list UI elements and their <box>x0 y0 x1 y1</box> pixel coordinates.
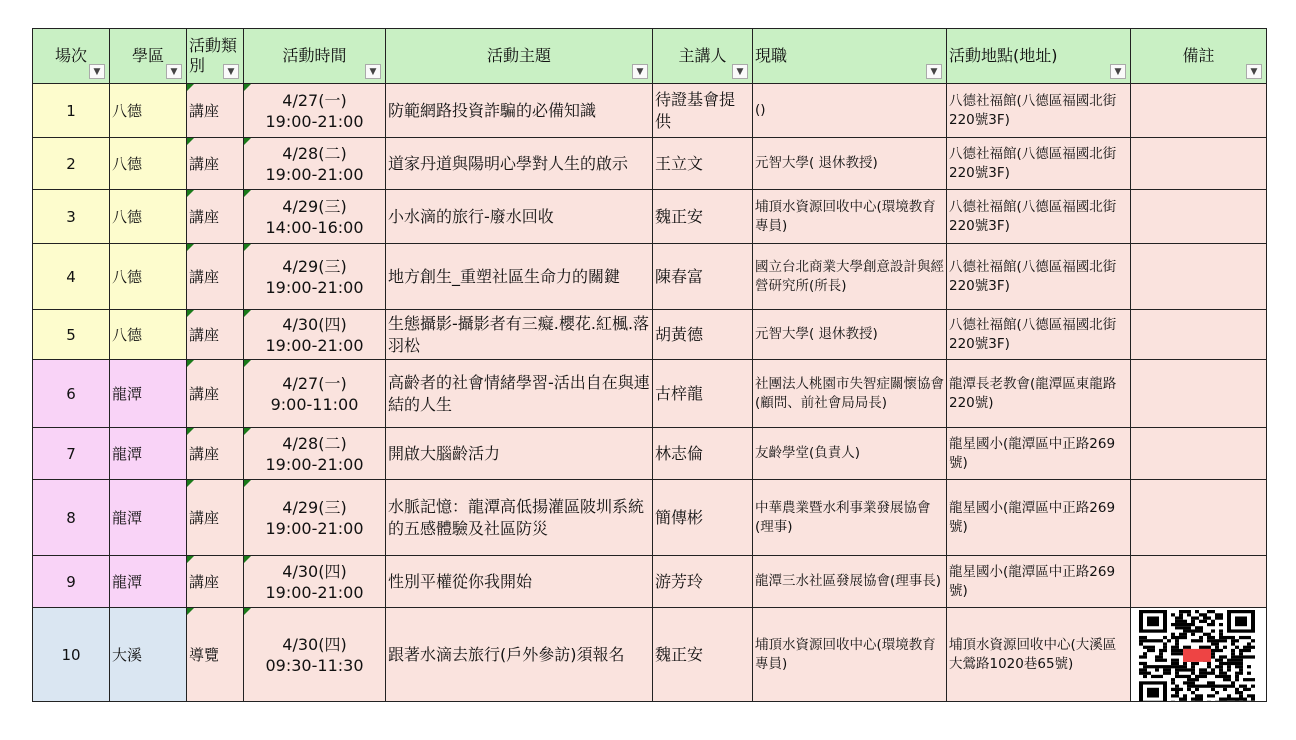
district-text: 龍潭 <box>112 508 143 527</box>
cell-topic[interactable] <box>386 556 653 608</box>
time-date: 4/27(一) <box>282 90 347 110</box>
cell-position[interactable] <box>753 556 947 608</box>
cell-note[interactable] <box>1131 190 1267 244</box>
filter-dropdown-icon[interactable]: ▼ <box>223 64 239 79</box>
cell-position[interactable] <box>753 138 947 190</box>
topic-text: 地方創生_重塑社區生命力的關鍵 <box>388 266 621 286</box>
cell-topic[interactable] <box>386 480 653 556</box>
cell-no[interactable] <box>33 190 110 244</box>
position-text: 埔頂水資源回收中心(環境教育專員) <box>755 636 936 672</box>
time-date: 4/29(三) <box>282 497 347 517</box>
time-date: 4/29(三) <box>282 196 347 216</box>
cell-time[interactable] <box>244 608 386 702</box>
cell-district[interactable] <box>110 138 187 190</box>
table-row <box>33 480 1267 556</box>
cell-time[interactable] <box>244 138 386 190</box>
cell-position[interactable] <box>753 244 947 310</box>
header-district[interactable] <box>110 29 187 84</box>
topic-text: 開啟大腦齡活力 <box>388 443 501 463</box>
time-date: 4/30(四) <box>282 634 347 654</box>
cell-type[interactable] <box>187 480 244 556</box>
type-text: 講座 <box>189 154 220 173</box>
speaker-text: 魏正安 <box>655 206 704 226</box>
time-date: 4/30(四) <box>282 561 347 581</box>
speaker-text: 林志倫 <box>655 443 704 463</box>
table-row <box>33 190 1267 244</box>
cell-time[interactable] <box>244 428 386 480</box>
activity-table <box>32 28 1267 702</box>
filter-dropdown-icon[interactable]: ▼ <box>1110 64 1126 79</box>
topic-text: 防範網路投資詐騙的必備知識 <box>388 100 597 120</box>
cell-no[interactable] <box>33 310 110 360</box>
cell-speaker[interactable] <box>653 428 753 480</box>
time-hours: 19:00-21:00 <box>265 111 364 131</box>
cell-type[interactable] <box>187 190 244 244</box>
topic-text: 性別平權從你我開始 <box>388 571 533 591</box>
position-text: 社團法人桃園市失智症關懷協會(顧問、前社會局局長) <box>755 375 944 411</box>
time-date: 4/30(四) <box>282 314 347 334</box>
no-text: 9 <box>66 572 76 591</box>
header-topic-label: 活動主題 <box>486 46 551 65</box>
table-row <box>33 138 1267 190</box>
topic-text: 高齡者的社會情緒學習-活出自在與連結的人生 <box>388 372 650 414</box>
location-text: 八德社福館(八德區福國北街220號3F) <box>949 258 1117 294</box>
location-text: 埔頂水資源回收中心(大溪區大鶯路1020巷65號) <box>949 636 1117 672</box>
cell-no[interactable] <box>33 360 110 428</box>
location-text: 龍星國小(龍潭區中正路269號) <box>949 563 1116 599</box>
cell-location[interactable] <box>947 480 1131 556</box>
cell-no[interactable] <box>33 556 110 608</box>
district-text: 龍潭 <box>112 444 143 463</box>
cell-no[interactable] <box>33 480 110 556</box>
header-type[interactable] <box>187 29 244 84</box>
cell-position[interactable] <box>753 428 947 480</box>
cell-position[interactable] <box>753 190 947 244</box>
cell-district[interactable] <box>110 190 187 244</box>
cell-location[interactable] <box>947 428 1131 480</box>
header-no-label: 場次 <box>54 46 87 65</box>
type-text: 講座 <box>189 508 220 527</box>
table-row <box>33 428 1267 480</box>
speaker-text: 王立文 <box>655 153 704 173</box>
cell-no[interactable] <box>33 428 110 480</box>
filter-dropdown-icon[interactable]: ▼ <box>1246 64 1262 79</box>
table-row <box>33 84 1267 138</box>
location-text: 八德社福館(八德區福國北街220號3F) <box>949 145 1117 181</box>
filter-dropdown-icon[interactable]: ▼ <box>632 64 648 79</box>
location-text: 龍星國小(龍潭區中正路269號) <box>949 499 1116 535</box>
cell-type[interactable] <box>187 310 244 360</box>
time-date: 4/28(二) <box>282 143 347 163</box>
header-no[interactable] <box>33 29 110 84</box>
cell-no[interactable] <box>33 608 110 702</box>
no-text: 1 <box>66 101 76 120</box>
time-hours: 19:00-21:00 <box>265 582 364 602</box>
district-text: 大溪 <box>112 645 143 664</box>
cell-location[interactable] <box>947 84 1131 138</box>
header-note[interactable] <box>1131 29 1267 84</box>
cell-note[interactable] <box>1131 428 1267 480</box>
cell-speaker[interactable] <box>653 310 753 360</box>
district-text: 八德 <box>112 267 143 286</box>
cell-topic[interactable] <box>386 84 653 138</box>
time-hours: 19:00-21:00 <box>265 164 364 184</box>
speaker-text: 待證基會提供 <box>655 89 736 131</box>
header-topic[interactable] <box>386 29 653 84</box>
cell-type[interactable] <box>187 244 244 310</box>
topic-text: 水脈記憶：龍潭高低揚灌區陂圳系統的五感體驗及社區防災 <box>388 496 645 538</box>
no-text: 8 <box>66 508 76 527</box>
cell-topic[interactable] <box>386 138 653 190</box>
position-text: 埔頂水資源回收中心(環境教育專員) <box>755 198 936 234</box>
cell-topic[interactable] <box>386 428 653 480</box>
cell-note[interactable] <box>1131 84 1267 138</box>
cell-topic[interactable] <box>386 244 653 310</box>
cell-no[interactable] <box>33 84 110 138</box>
time-hours: 09:30-11:30 <box>265 655 364 675</box>
cell-speaker[interactable] <box>653 360 753 428</box>
type-text: 講座 <box>189 267 220 286</box>
header-district-label: 學區 <box>131 46 164 65</box>
cell-district[interactable] <box>110 428 187 480</box>
type-text: 講座 <box>189 101 220 120</box>
time-date: 4/29(三) <box>282 256 347 276</box>
cell-type[interactable] <box>187 138 244 190</box>
cell-position[interactable] <box>753 480 947 556</box>
cell-time[interactable] <box>244 84 386 138</box>
cell-district[interactable] <box>110 360 187 428</box>
cell-note[interactable] <box>1131 310 1267 360</box>
cell-type[interactable] <box>187 556 244 608</box>
type-text: 講座 <box>189 444 220 463</box>
cell-topic[interactable] <box>386 608 653 702</box>
cell-time[interactable] <box>244 244 386 310</box>
cell-location[interactable] <box>947 310 1131 360</box>
no-text: 3 <box>66 207 76 226</box>
filter-dropdown-icon[interactable]: ▼ <box>89 64 105 79</box>
type-text: 導覽 <box>189 645 220 664</box>
district-text: 龍潭 <box>112 384 143 403</box>
header-speaker[interactable] <box>653 29 753 84</box>
filter-dropdown-icon[interactable]: ▼ <box>166 64 182 79</box>
cell-location[interactable] <box>947 556 1131 608</box>
time-hours: 19:00-21:00 <box>265 277 364 297</box>
header-note-label: 備註 <box>1182 46 1215 65</box>
header-type-label: 活動類別 <box>189 36 238 75</box>
cell-location[interactable] <box>947 244 1131 310</box>
table-row <box>33 244 1267 310</box>
time-hours: 9:00-11:00 <box>270 394 359 414</box>
cell-no[interactable] <box>33 138 110 190</box>
header-position-label: 現職 <box>755 46 788 65</box>
cell-no[interactable] <box>33 244 110 310</box>
no-text: 2 <box>66 154 76 173</box>
cell-speaker[interactable] <box>653 480 753 556</box>
cell-topic[interactable] <box>386 190 653 244</box>
speaker-text: 胡黃德 <box>655 324 704 344</box>
time-date: 4/27(一) <box>282 373 347 393</box>
position-text: 元智大學( 退休教授) <box>755 155 878 171</box>
position-text: 元智大學( 退休教授) <box>755 326 878 342</box>
cell-type[interactable] <box>187 608 244 702</box>
cell-type[interactable] <box>187 360 244 428</box>
cell-district[interactable] <box>110 310 187 360</box>
speaker-text: 游芳玲 <box>655 571 704 591</box>
filter-dropdown-icon[interactable]: ▼ <box>732 64 748 79</box>
no-text: 10 <box>61 645 81 664</box>
cell-note[interactable] <box>1131 556 1267 608</box>
table-row <box>33 608 1267 702</box>
filter-dropdown-icon[interactable]: ▼ <box>365 64 381 79</box>
header-time-label: 活動時間 <box>282 46 347 65</box>
type-text: 講座 <box>189 384 220 403</box>
position-text: 國立台北商業大學創意設計與經營研究所(所長) <box>755 258 944 294</box>
cell-note[interactable] <box>1131 138 1267 190</box>
cell-speaker[interactable] <box>653 556 753 608</box>
table-row <box>33 360 1267 428</box>
cell-location[interactable] <box>947 190 1131 244</box>
speaker-text: 古梓龍 <box>655 383 704 403</box>
type-text: 講座 <box>189 572 220 591</box>
cell-district[interactable] <box>110 556 187 608</box>
cell-time[interactable] <box>244 360 386 428</box>
location-text: 八德社福館(八德區福國北街220號3F) <box>949 92 1117 128</box>
topic-text: 生態攝影-攝影者有三癡.櫻花.紅楓.落羽松 <box>388 313 650 355</box>
cell-note[interactable] <box>1131 608 1267 702</box>
cell-note[interactable] <box>1131 360 1267 428</box>
location-text: 龍潭長老教會(龍潭區東龍路220號) <box>949 375 1117 411</box>
time-date: 4/28(二) <box>282 433 347 453</box>
district-text: 八德 <box>112 207 143 226</box>
table-row <box>33 310 1267 360</box>
header-location[interactable] <box>947 29 1131 84</box>
cell-district[interactable] <box>110 480 187 556</box>
header-time[interactable] <box>244 29 386 84</box>
cell-speaker[interactable] <box>653 608 753 702</box>
cell-type[interactable] <box>187 84 244 138</box>
speaker-text: 魏正安 <box>655 644 704 664</box>
cell-speaker[interactable] <box>653 244 753 310</box>
cell-district[interactable] <box>110 84 187 138</box>
position-text: 友齡學堂(負責人) <box>755 445 861 461</box>
cell-position[interactable] <box>753 360 947 428</box>
no-text: 6 <box>66 384 76 403</box>
cell-time[interactable] <box>244 310 386 360</box>
position-text: 龍潭三水社區發展協會(理事長) <box>755 573 942 589</box>
location-text: 八德社福館(八德區福國北街220號3F) <box>949 316 1117 352</box>
cell-topic[interactable] <box>386 310 653 360</box>
speaker-text: 陳春富 <box>655 266 704 286</box>
district-text: 八德 <box>112 154 143 173</box>
topic-text: 跟著水滴去旅行(戶外參訪)須報名 <box>388 644 625 664</box>
no-text: 5 <box>66 325 76 344</box>
location-text: 八德社福館(八德區福國北街220號3F) <box>949 198 1117 234</box>
cell-time[interactable] <box>244 190 386 244</box>
cell-speaker[interactable] <box>653 190 753 244</box>
time-hours: 14:00-16:00 <box>265 217 364 237</box>
cell-location[interactable] <box>947 360 1131 428</box>
cell-speaker[interactable] <box>653 84 753 138</box>
position-text: 中華農業暨水利事業發展協會 (理事) <box>755 499 931 535</box>
cell-district[interactable] <box>110 244 187 310</box>
cell-location[interactable] <box>947 608 1131 702</box>
cell-note[interactable] <box>1131 480 1267 556</box>
position-text: () <box>755 102 766 118</box>
speaker-text: 簡傳彬 <box>655 507 704 527</box>
header-location-label: 活動地點(地址) <box>949 46 1058 65</box>
topic-text: 道家丹道與陽明心學對人生的啟示 <box>388 153 629 173</box>
type-text: 講座 <box>189 325 220 344</box>
cell-location[interactable] <box>947 138 1131 190</box>
table-row <box>33 556 1267 608</box>
time-hours: 19:00-21:00 <box>265 335 364 355</box>
cell-time[interactable] <box>244 556 386 608</box>
cell-speaker[interactable] <box>653 138 753 190</box>
qr-code-image <box>1139 610 1255 702</box>
district-text: 八德 <box>112 101 143 120</box>
cell-time[interactable] <box>244 480 386 556</box>
cell-position[interactable] <box>753 608 947 702</box>
cell-topic[interactable] <box>386 360 653 428</box>
topic-text: 小水滴的旅行-廢水回收 <box>388 206 554 226</box>
cell-district[interactable] <box>110 608 187 702</box>
type-text: 講座 <box>189 207 220 226</box>
district-text: 八德 <box>112 325 143 344</box>
no-text: 7 <box>66 444 76 463</box>
header-position[interactable] <box>753 29 947 84</box>
header-speaker-label: 主講人 <box>678 46 727 65</box>
no-text: 4 <box>66 267 76 286</box>
cell-type[interactable] <box>187 428 244 480</box>
time-hours: 19:00-21:00 <box>265 518 364 538</box>
district-text: 龍潭 <box>112 572 143 591</box>
cell-position[interactable] <box>753 310 947 360</box>
location-text: 龍星國小(龍潭區中正路269號) <box>949 435 1116 471</box>
time-hours: 19:00-21:00 <box>265 454 364 474</box>
cell-note[interactable] <box>1131 244 1267 310</box>
filter-dropdown-icon[interactable]: ▼ <box>926 64 942 79</box>
cell-position[interactable] <box>753 84 947 138</box>
header-row <box>33 29 1267 84</box>
